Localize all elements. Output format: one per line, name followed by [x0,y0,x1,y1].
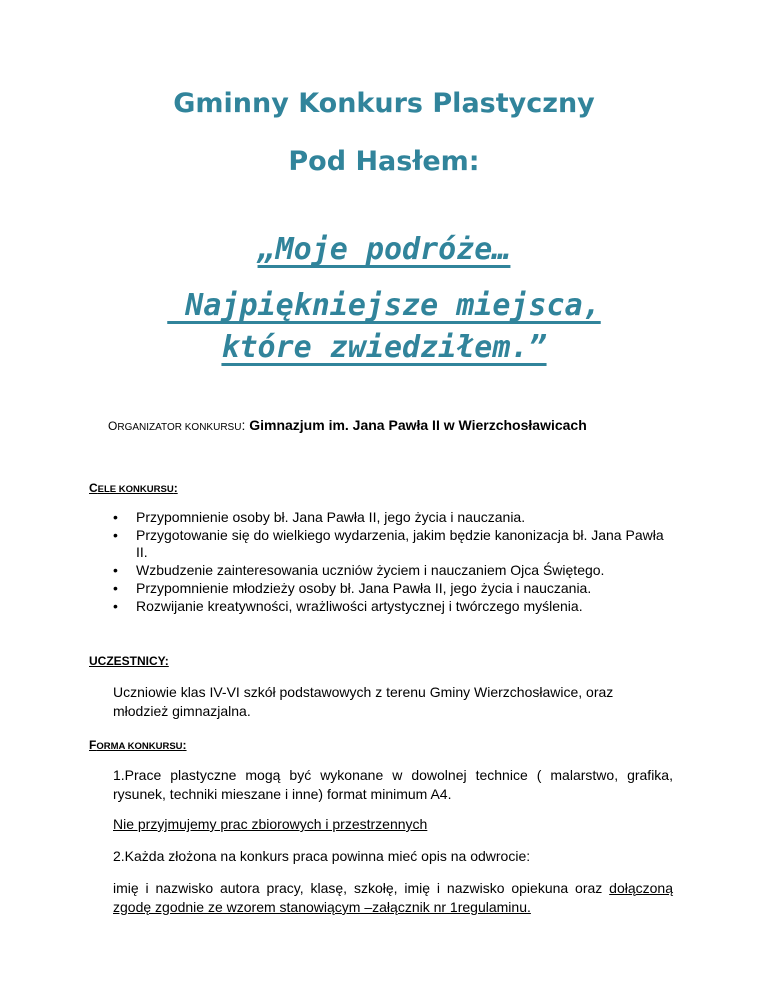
motto-line-3: które zwiedziłem.” [221,330,547,365]
form-paragraph-description: 2.Każda złożona na konkurs praca powinna mieć opis na odwrocie: [113,848,531,864]
bullet-icon: • [113,527,118,543]
goals-heading-colon: : [173,481,178,495]
bullet-icon: • [113,509,118,525]
list-item-text: Przypomnienie młodzieży osoby bł. Jana Pawła II, jego życia i nauczania. [136,580,592,596]
goals-list [113,509,673,616]
goals-heading-label: ELE KONKURSU [97,484,174,495]
organizer-name: Gimnazjum im. Jana Pawła II w Wierzchosławicach [249,417,587,433]
motto-line-1: „Moje podróże… [257,232,511,267]
form-heading-label: ORMA KONKURSU [96,741,183,752]
list-item-text: Przygotowanie się do wielkiego wydarzenia, jakim będzie kanonizacja bł. Jana Pawła II. [136,527,664,560]
form-heading-initial: F [89,738,97,752]
list-item-text: Wzbudzenie zainteresowania uczniów życiem i nauczaniem Ojca Świętego. [136,562,605,578]
participants-text: Uczniowie klas IV-VI szkół podstawowych z terenu Gminy Wierzchosławice, oraz młodzież gimnazjalna. [113,684,614,719]
form-heading-colon: : [182,738,187,752]
motto-line-2: Najpiękniejsze miejsca, [167,288,601,323]
bullet-icon: • [113,580,118,596]
goals-heading-initial: C [89,481,98,495]
list-item [113,580,673,597]
goals-heading [89,481,178,495]
organizer-colon: : [241,417,250,433]
organizer-label-initial: O [108,419,118,433]
list-item [113,509,673,526]
bullet-icon: • [113,598,118,614]
form-paragraph-technique: 1.Prace plastyczne mogą być wykonane w dowolnej technice ( malarstwo, grafika, rysunek, techniki mieszane i inne) format minimum A4. [113,767,673,802]
list-item-text: Rozwijanie kreatywności, wrażliwości artystycznej i twórczego myślenia. [136,598,583,614]
form-details-attachment: dołączoną zgodę zgodnie ze wzorem stanowiącym –załącznik nr 1regulaminu. [113,880,673,915]
form-paragraph-details [113,879,673,917]
list-item-text: Przypomnienie osoby bł. Jana Pawła II, jego życia i nauczania. [136,509,526,525]
form-details-text: imię i nazwisko autora pracy, klasę, szkołę, imię i nazwisko opiekuna oraz [113,880,603,896]
organizer-label: RGANIZATOR KONKURSU [117,422,242,433]
page-subtitle: Pod Hasłem: [288,146,480,177]
bullet-icon: • [113,562,118,578]
organizer-line [108,417,587,433]
list-item [113,562,673,579]
list-item [113,527,673,561]
participants-heading: UCZESTNICY: [89,654,169,668]
page-title: Gminny Konkurs Plastyczny [173,88,595,119]
list-item [113,598,673,615]
form-heading [89,738,187,752]
form-paragraph-no-group-works: Nie przyjmujemy prac zbiorowych i przestrzennych [113,816,428,832]
